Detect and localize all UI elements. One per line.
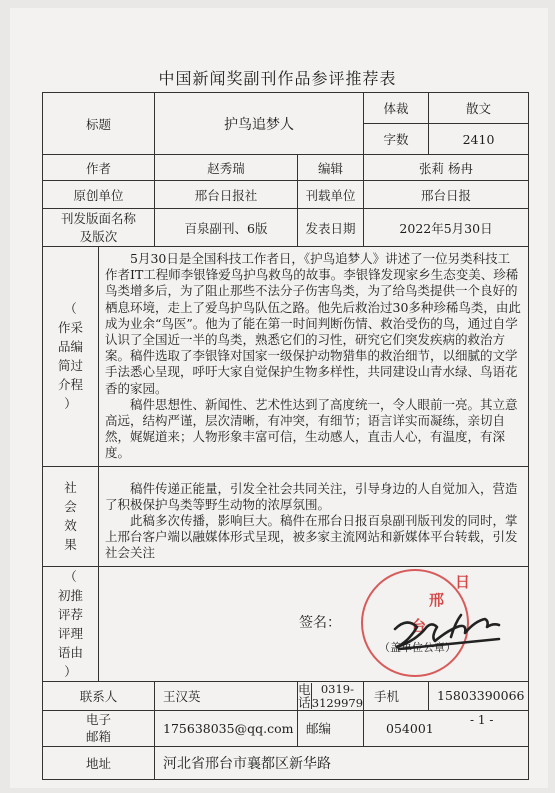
page-name-value: 百泉副刊、6版: [155, 209, 298, 247]
intro-label-char: 作采: [57, 320, 84, 336]
signature-label: 签名：: [299, 614, 341, 631]
eval-label-char: 语由: [57, 644, 84, 660]
genre-label: 体裁: [364, 93, 429, 124]
intro-paragraph: 稿件思想性、新闻性、艺术性达到了高度统一，令人眼前一亮。其立意高远，结构严谨，层次清晰，有冲突，有细节；语言详实而凝练，亲切自然，娓娓道来；人物形象丰富可信，生动感人，直击人心，有温度，有深度。: [105, 396, 518, 461]
page-title: 中国新闻奖副刊作品参评推荐表: [158, 69, 397, 88]
intro-label-char: （: [64, 301, 77, 317]
email-label-line: 邮箱: [86, 729, 112, 745]
intro-label-char: ）: [64, 396, 77, 412]
editor-value: 张莉 杨冉: [364, 155, 529, 181]
eval-label-char: ）: [64, 663, 77, 679]
contact-value: 王汉英: [155, 681, 298, 710]
publish-date-value: 2022年5月30日: [364, 209, 529, 247]
eval-label-char: 评荐: [57, 606, 84, 622]
word-count-value: 2410: [429, 124, 529, 155]
original-unit-label: 原创单位: [43, 181, 155, 209]
eval-label-char: 评理: [57, 625, 84, 641]
seal-char: 邢: [429, 590, 445, 609]
intro-paragraph: 5月30日是全国科技工作者日，《护鸟追梦人》讲述了一位另类科技工作者IT工程师李银锋爱鸟护鸟救鸟的故事。李银锋发现家乡生态变美、珍稀鸟类增多后，为了阻止那些不法分子伤害鸟类，为了给鸟类提供一个良好的栖息环境，走上了爱鸟护鸟队伍之路。他先后救治过30多种珍稀鸟类，由此成为业余“鸟医”。他为了能在第一时间判断伤情、救治受伤的鸟，通过自学认识了全国近一半的鸟类，熟悉它们的习性，研究它们突发疾病的救治方案。稿件选取了李银锋对国家一级保护动物猎隼的救治细节，以细腻的文学手法悉心呈现，呼吁大家自觉保护生物多样性，共同建设山青水绿、鸟语花香的家园。: [105, 251, 521, 396]
eval-label-char: 初推: [57, 587, 84, 603]
email-label-line: 电子: [86, 712, 112, 728]
page-name-label: [43, 209, 155, 247]
effect-content: [99, 466, 529, 566]
effect-label-char: 果: [64, 537, 77, 553]
effect-label: [43, 466, 99, 566]
mobile-label: 手机: [364, 681, 429, 710]
effect-label-char: 效: [64, 518, 77, 534]
editor-label: 编辑: [298, 155, 364, 181]
email-value: 175638035@qq.com: [155, 710, 298, 746]
word-count-label: 字数: [364, 124, 429, 155]
publish-date-label: 发表日期: [298, 209, 364, 247]
postcode-label: 邮编: [298, 710, 364, 746]
eval-content: [99, 566, 529, 681]
title-label: 标题: [43, 93, 155, 155]
seal-char: 日: [455, 572, 471, 591]
page-name-label-line1: 刊发版面名称: [61, 210, 137, 226]
address-label: 地址: [43, 746, 155, 779]
page-number: - 1 -: [470, 713, 494, 727]
publishing-unit-label: 刊载单位: [298, 181, 364, 209]
intro-content: [99, 247, 529, 467]
mobile-value: 15803390066: [429, 681, 529, 710]
eval-label: [43, 566, 99, 681]
intro-label: [43, 247, 99, 467]
effect-label-char: 会: [64, 499, 77, 515]
phone-value: 0319-3129979: [311, 681, 364, 710]
effect-paragraph: 此稿多次传播，影响巨大。稿件在邢台日报百泉副刊版刊发的同时，掌上邢台客户端以融媒体形式呈现，被多家主流网站和新媒体平台转载，引发社会关注: [105, 513, 518, 561]
seal-label: （盖单位公章）: [379, 640, 456, 654]
author-label: 作者: [43, 155, 155, 181]
title-value: 护鸟追梦人: [155, 93, 364, 155]
intro-label-char: 简过: [57, 358, 84, 374]
seal-char: 台: [411, 616, 427, 635]
page-name-label-line2: 及版次: [79, 228, 118, 244]
effect-label-char: 社: [64, 480, 77, 496]
email-label: [43, 710, 155, 746]
author-value: 赵秀瑞: [155, 155, 298, 181]
eval-label-char: （: [64, 568, 77, 584]
intro-label-char: 介程: [57, 377, 84, 393]
contact-label: 联系人: [43, 681, 155, 710]
postcode-value: 054001: [364, 710, 529, 746]
phone-cell: [298, 681, 364, 710]
phone-label: 电 话: [298, 681, 311, 710]
recommendation-form-table: [42, 92, 529, 780]
genre-value: 散文: [429, 93, 529, 124]
eval-signature-area: [99, 567, 528, 681]
publishing-unit-value: 邢台日报: [364, 181, 529, 209]
effect-paragraph: 稿件传递正能量，引发全社会共同关注，引导身边的人自觉加入，营造了积极保护鸟类等野生动物的浓厚氛围。: [105, 480, 518, 512]
intro-label-char: 品编: [57, 339, 84, 355]
address-value: 河北省邢台市襄都区新华路: [155, 746, 529, 779]
original-unit-value: 邢台日报社: [155, 181, 298, 209]
